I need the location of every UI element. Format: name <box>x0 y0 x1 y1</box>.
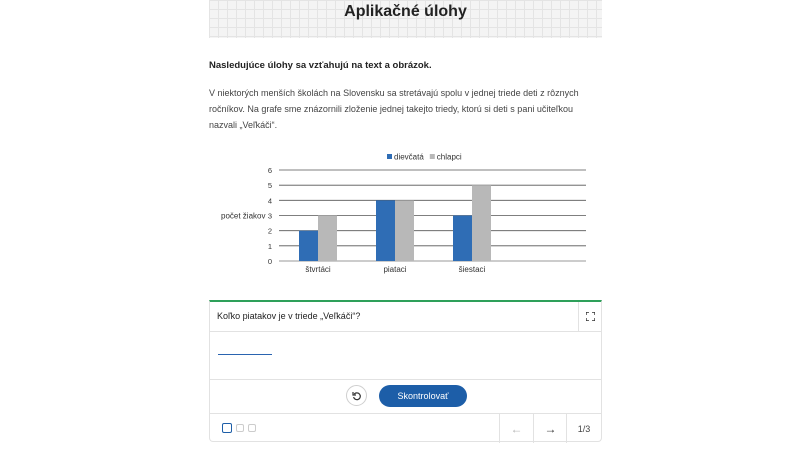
bar-chart <box>209 148 602 283</box>
intro-heading: Nasledujúce úlohy sa vzťahujú na text a obrázok. <box>209 60 432 71</box>
bar-dievčatá <box>453 216 472 262</box>
answer-area <box>210 332 601 380</box>
x-tick-label: šiestaci <box>458 265 486 274</box>
expand-icon[interactable] <box>578 302 601 331</box>
question-counter: 1/3 <box>566 414 601 443</box>
intro-paragraph: V niektorých menších školách na Slovensku sa stretávajú spolu v jednej triede deti z rôznych ročníkov. Na grafe sme znázornili zloženie jednej takejto triedy, ktorú si deti s pani učiteľkou nazvali „Veľkáči“. <box>209 88 579 130</box>
progress-dot-1[interactable] <box>222 423 232 433</box>
progress-dot-3[interactable] <box>248 424 256 432</box>
page-header <box>209 0 602 38</box>
y-tick-label: 0 <box>267 257 272 266</box>
check-button[interactable]: Skontrolovať <box>379 385 467 407</box>
actions-bar <box>210 380 601 414</box>
x-tick-label: štvrtáci <box>305 265 331 274</box>
progress-dot-2[interactable] <box>236 424 244 432</box>
y-tick-label: 3 <box>267 211 272 221</box>
y-axis-label: počet žiakov <box>221 211 266 221</box>
x-tick-label: piataci <box>383 265 407 274</box>
bar-chlapci <box>472 185 491 261</box>
prev-button[interactable] <box>499 414 533 443</box>
y-tick-label: 5 <box>267 181 272 191</box>
page-title: Aplikačné úlohy <box>344 3 467 20</box>
expand-icon-glyph <box>586 312 595 321</box>
reset-icon <box>352 391 362 401</box>
answer-input[interactable] <box>218 354 272 355</box>
question-header <box>210 302 601 332</box>
bar-chlapci <box>318 216 337 262</box>
bar-dievčatá <box>376 200 395 261</box>
bar-dievčatá <box>299 231 318 261</box>
y-tick-label: 4 <box>267 196 272 206</box>
question-text: Koľko piatakov je v triede „Veľkáči“? <box>217 311 361 321</box>
y-tick-label: 1 <box>267 241 272 251</box>
next-button[interactable] <box>533 414 567 443</box>
bar-chlapci <box>395 200 414 261</box>
y-tick-label: 6 <box>267 166 272 175</box>
question-card <box>209 300 602 442</box>
y-tick-label: 2 <box>267 226 272 236</box>
arrow-right-icon: → <box>544 421 557 436</box>
legend-swatch <box>430 154 435 159</box>
legend-label: dievčatá <box>394 152 424 162</box>
navigation-bar <box>210 414 601 443</box>
arrow-left-icon: ← <box>510 421 523 436</box>
legend-label: chlapci <box>436 152 462 162</box>
legend-swatch <box>387 154 392 159</box>
reset-button[interactable] <box>346 385 367 406</box>
